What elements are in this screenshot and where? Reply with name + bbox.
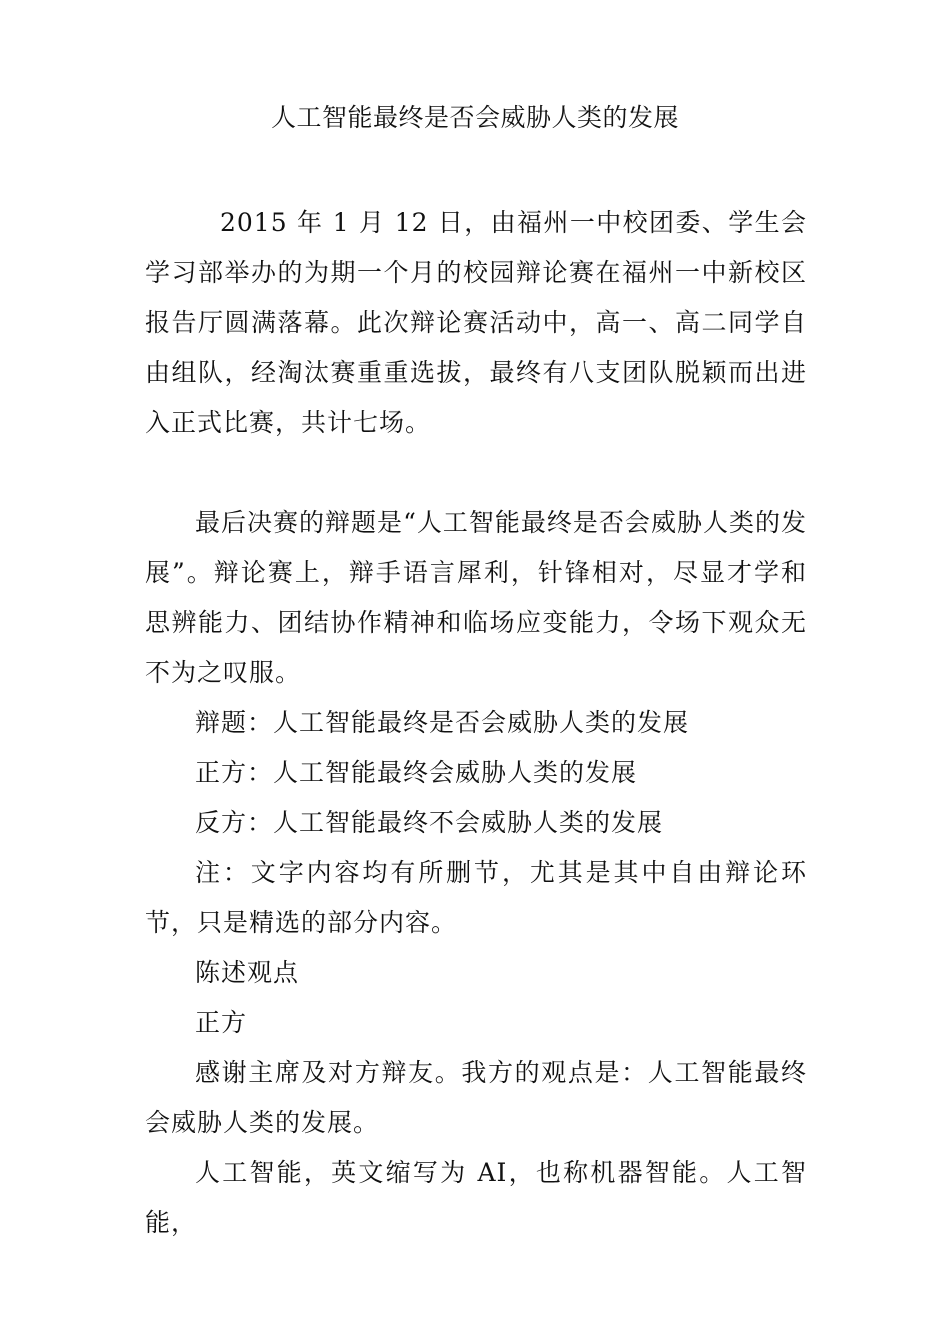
document-title: 人工智能最终是否会威胁人类的发展 — [270, 103, 679, 132]
paragraph-speaker-label: 正方 — [195, 1008, 248, 1037]
paragraph-ai-definition: 人工智能，英文缩写为 AI，也称机器智能。人工智能， — [145, 1158, 807, 1237]
paragraph-section-heading: 陈述观点 — [195, 958, 300, 987]
paragraph-affirmative-side: 正方：人工智能最终会威胁人类的发展 — [195, 758, 638, 787]
paragraph-final-topic: 最后决赛的辩题是“人工智能最终是否会威胁人类的发展”。辩论赛上，辩手语言犀利，针锋相对，尽显才学和思辨能力、团结协作精神和临场应变能力，令场下观众无不为之叹服。 — [145, 508, 807, 687]
paragraph-intro: 2015 年 1 月 12 日，由福州一中校团委、学生会学习部举办的为期一个月的校园辩论赛在福州一中新校区报告厅圆满落幕。此次辩论赛活动中，高一、高二同学自由组队，经淘汰赛重重选拔，最终有八支团队脱颖而出进入正式比赛，共计七场。 — [145, 208, 807, 437]
document-body — [145, 198, 807, 1248]
paragraph-opening-statement: 感谢主席及对方辩友。我方的观点是：人工智能最终会威胁人类的发展。 — [145, 1058, 807, 1137]
paragraph-negative-side: 反方：人工智能最终不会威胁人类的发展 — [195, 808, 664, 837]
paragraph-note: 注：文字内容均有所删节，尤其是其中自由辩论环节，只是精选的部分内容。 — [145, 858, 807, 937]
paragraph-debate-topic: 辩题：人工智能最终是否会威胁人类的发展 — [195, 708, 690, 737]
paragraph-spacer — [145, 448, 807, 498]
